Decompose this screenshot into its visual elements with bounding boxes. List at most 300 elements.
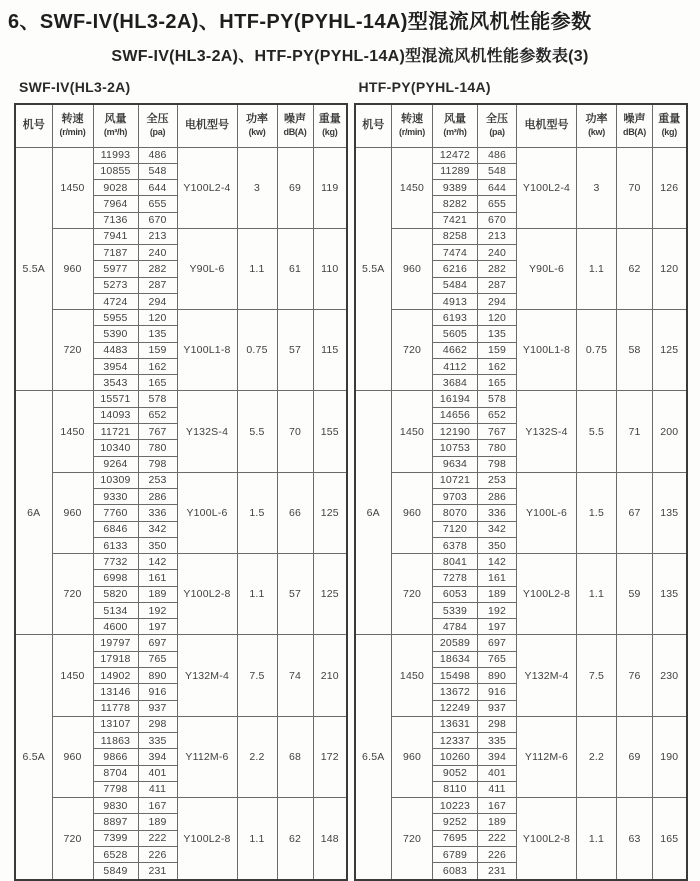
speed-cell: 720 bbox=[392, 554, 433, 635]
pressure-cell: 697 bbox=[138, 635, 177, 651]
pressure-cell: 767 bbox=[478, 424, 517, 440]
pressure-cell: 350 bbox=[138, 537, 177, 553]
pressure-cell: 135 bbox=[138, 326, 177, 342]
motor-cell: Y112M-6 bbox=[517, 716, 577, 797]
model-cell: 6.5A bbox=[355, 635, 392, 880]
speed-cell: 1450 bbox=[52, 147, 93, 228]
noise-cell: 71 bbox=[617, 391, 653, 472]
pressure-cell: 394 bbox=[478, 749, 517, 765]
airflow-cell: 17918 bbox=[93, 651, 138, 667]
airflow-cell: 5849 bbox=[93, 863, 138, 880]
swf-table-body bbox=[15, 147, 347, 880]
airflow-cell: 9830 bbox=[93, 798, 138, 814]
airflow-cell: 7136 bbox=[93, 212, 138, 228]
pressure-cell: 890 bbox=[138, 668, 177, 684]
pressure-cell: 765 bbox=[138, 651, 177, 667]
power-cell: 1.1 bbox=[237, 228, 277, 309]
airflow-cell: 14902 bbox=[93, 668, 138, 684]
power-cell: 1.1 bbox=[577, 554, 617, 635]
airflow-cell: 15498 bbox=[433, 668, 478, 684]
airflow-cell: 16194 bbox=[433, 391, 478, 407]
weight-cell: 148 bbox=[313, 798, 347, 880]
noise-cell: 59 bbox=[617, 554, 653, 635]
airflow-cell: 7760 bbox=[93, 505, 138, 521]
airflow-cell: 7474 bbox=[433, 245, 478, 261]
pressure-cell: 937 bbox=[478, 700, 517, 716]
motor-cell: Y100L1-8 bbox=[177, 310, 237, 391]
power-cell: 7.5 bbox=[237, 635, 277, 716]
weight-cell: 110 bbox=[313, 228, 347, 309]
pressure-cell: 798 bbox=[478, 456, 517, 472]
motor-cell: Y100L2-8 bbox=[177, 554, 237, 635]
pressure-cell: 350 bbox=[478, 537, 517, 553]
pressure-cell: 336 bbox=[138, 505, 177, 521]
table-row bbox=[15, 391, 347, 407]
speed-cell: 960 bbox=[392, 716, 433, 797]
model-cell: 6A bbox=[355, 391, 392, 635]
pressure-cell: 197 bbox=[478, 619, 517, 635]
pressure-cell: 222 bbox=[478, 830, 517, 846]
table-row bbox=[15, 310, 347, 326]
airflow-cell: 11289 bbox=[433, 163, 478, 179]
speed-cell: 1450 bbox=[392, 147, 433, 228]
motor-cell: Y100L2-4 bbox=[517, 147, 577, 228]
table-row bbox=[355, 391, 687, 407]
pressure-cell: 282 bbox=[478, 261, 517, 277]
noise-cell: 57 bbox=[277, 310, 313, 391]
power-cell: 3 bbox=[577, 147, 617, 228]
noise-cell: 68 bbox=[277, 716, 313, 797]
airflow-cell: 20589 bbox=[433, 635, 478, 651]
weight-cell: 135 bbox=[653, 472, 687, 553]
pressure-cell: 335 bbox=[138, 733, 177, 749]
pressure-cell: 401 bbox=[138, 765, 177, 781]
weight-cell: 115 bbox=[313, 310, 347, 391]
table-row bbox=[15, 635, 347, 651]
table-row bbox=[355, 472, 687, 488]
airflow-cell: 8897 bbox=[93, 814, 138, 830]
motor-cell: Y132M-4 bbox=[517, 635, 577, 716]
pressure-cell: 411 bbox=[478, 781, 517, 797]
airflow-cell: 4913 bbox=[433, 293, 478, 309]
noise-cell: 70 bbox=[277, 391, 313, 472]
pressure-cell: 342 bbox=[478, 521, 517, 537]
noise-cell: 62 bbox=[617, 228, 653, 309]
pressure-cell: 253 bbox=[478, 472, 517, 488]
pressure-cell: 916 bbox=[478, 684, 517, 700]
weight-cell: 126 bbox=[653, 147, 687, 228]
speed-cell: 960 bbox=[52, 472, 93, 553]
pressure-cell: 231 bbox=[478, 863, 517, 880]
weight-cell: 210 bbox=[313, 635, 347, 716]
pressure-cell: 652 bbox=[138, 407, 177, 423]
pressure-cell: 578 bbox=[138, 391, 177, 407]
page-subtitle: SWF-IV(HL3-2A)、HTF-PY(PYHL-14A)型混流风机性能参数表(3) bbox=[111, 48, 589, 65]
airflow-cell: 12472 bbox=[433, 147, 478, 163]
weight-cell: 165 bbox=[653, 798, 687, 880]
table-row bbox=[355, 798, 687, 814]
airflow-cell: 9028 bbox=[93, 180, 138, 196]
model-cell: 5.5A bbox=[355, 147, 392, 391]
weight-cell: 125 bbox=[313, 554, 347, 635]
airflow-cell: 11721 bbox=[93, 424, 138, 440]
power-cell: 7.5 bbox=[577, 635, 617, 716]
power-cell: 1.1 bbox=[237, 798, 277, 880]
pressure-cell: 298 bbox=[138, 716, 177, 732]
speed-cell: 720 bbox=[52, 554, 93, 635]
speed-cell: 960 bbox=[52, 716, 93, 797]
airflow-cell: 5390 bbox=[93, 326, 138, 342]
pressure-cell: 240 bbox=[138, 245, 177, 261]
airflow-cell: 9389 bbox=[433, 180, 478, 196]
power-cell: 0.75 bbox=[577, 310, 617, 391]
airflow-cell: 9330 bbox=[93, 489, 138, 505]
weight-cell: 200 bbox=[653, 391, 687, 472]
airflow-cell: 6789 bbox=[433, 846, 478, 862]
column-header-noise: 噪声 dB(A) bbox=[277, 104, 313, 147]
column-header-speed: 转速 (r/min) bbox=[52, 104, 93, 147]
speed-cell: 1450 bbox=[52, 391, 93, 472]
power-cell: 5.5 bbox=[577, 391, 617, 472]
tables-row bbox=[0, 66, 700, 881]
noise-cell: 63 bbox=[617, 798, 653, 880]
pressure-cell: 644 bbox=[138, 180, 177, 196]
pressure-cell: 167 bbox=[138, 798, 177, 814]
airflow-cell: 8070 bbox=[433, 505, 478, 521]
pressure-cell: 411 bbox=[138, 781, 177, 797]
airflow-cell: 5484 bbox=[433, 277, 478, 293]
pressure-cell: 189 bbox=[478, 814, 517, 830]
pressure-cell: 767 bbox=[138, 424, 177, 440]
pressure-cell: 135 bbox=[478, 326, 517, 342]
airflow-cell: 5955 bbox=[93, 310, 138, 326]
pressure-cell: 192 bbox=[478, 602, 517, 618]
airflow-cell: 7187 bbox=[93, 245, 138, 261]
power-cell: 2.2 bbox=[577, 716, 617, 797]
htf-table-body bbox=[355, 147, 687, 880]
pressure-cell: 401 bbox=[478, 765, 517, 781]
pressure-cell: 336 bbox=[478, 505, 517, 521]
table-label-htf: HTF-PY(PYHL-14A) bbox=[358, 79, 491, 95]
airflow-cell: 5820 bbox=[93, 586, 138, 602]
column-header-airflow: 风量 (m³/h) bbox=[93, 104, 138, 147]
airflow-cell: 10753 bbox=[433, 440, 478, 456]
table-row bbox=[15, 798, 347, 814]
noise-cell: 69 bbox=[277, 147, 313, 228]
table-block-htf bbox=[354, 66, 687, 881]
pressure-cell: 189 bbox=[138, 814, 177, 830]
airflow-cell: 12190 bbox=[433, 424, 478, 440]
column-header-speed: 转速 (r/min) bbox=[392, 104, 433, 147]
motor-cell: Y100L-6 bbox=[517, 472, 577, 553]
pressure-cell: 670 bbox=[138, 212, 177, 228]
table-row bbox=[355, 635, 687, 651]
airflow-cell: 6846 bbox=[93, 521, 138, 537]
noise-cell: 66 bbox=[277, 472, 313, 553]
table-row bbox=[355, 716, 687, 732]
airflow-cell: 12249 bbox=[433, 700, 478, 716]
model-cell: 5.5A bbox=[15, 147, 52, 391]
airflow-cell: 13672 bbox=[433, 684, 478, 700]
airflow-cell: 11863 bbox=[93, 733, 138, 749]
pressure-cell: 916 bbox=[138, 684, 177, 700]
table-row bbox=[15, 147, 347, 163]
speed-cell: 1450 bbox=[52, 635, 93, 716]
pressure-cell: 165 bbox=[478, 375, 517, 391]
table-row bbox=[355, 554, 687, 570]
airflow-cell: 7695 bbox=[433, 830, 478, 846]
airflow-cell: 14093 bbox=[93, 407, 138, 423]
speed-cell: 1450 bbox=[392, 635, 433, 716]
htf-performance-table bbox=[354, 103, 688, 881]
airflow-cell: 7941 bbox=[93, 228, 138, 244]
airflow-cell: 10309 bbox=[93, 472, 138, 488]
airflow-cell: 11993 bbox=[93, 147, 138, 163]
table-label-swf: SWF-IV(HL3-2A) bbox=[19, 79, 131, 95]
pressure-cell: 120 bbox=[478, 310, 517, 326]
pressure-cell: 780 bbox=[478, 440, 517, 456]
noise-cell: 58 bbox=[617, 310, 653, 391]
weight-cell: 230 bbox=[653, 635, 687, 716]
motor-cell: Y132S-4 bbox=[177, 391, 237, 472]
column-header-motor: 电机型号 bbox=[517, 104, 577, 147]
airflow-cell: 18634 bbox=[433, 651, 478, 667]
airflow-cell: 6083 bbox=[433, 863, 478, 880]
pressure-cell: 226 bbox=[478, 846, 517, 862]
airflow-cell: 10223 bbox=[433, 798, 478, 814]
power-cell: 2.2 bbox=[237, 716, 277, 797]
airflow-cell: 7278 bbox=[433, 570, 478, 586]
pressure-cell: 231 bbox=[138, 863, 177, 880]
airflow-cell: 7964 bbox=[93, 196, 138, 212]
column-header-weight: 重量 (kg) bbox=[313, 104, 347, 147]
airflow-cell: 15571 bbox=[93, 391, 138, 407]
column-header-pressure: 全压 (pa) bbox=[478, 104, 517, 147]
pressure-cell: 486 bbox=[138, 147, 177, 163]
airflow-cell: 11778 bbox=[93, 700, 138, 716]
weight-cell: 125 bbox=[653, 310, 687, 391]
pressure-cell: 226 bbox=[138, 846, 177, 862]
weight-cell: 119 bbox=[313, 147, 347, 228]
airflow-cell: 5273 bbox=[93, 277, 138, 293]
pressure-cell: 161 bbox=[478, 570, 517, 586]
pressure-cell: 286 bbox=[138, 489, 177, 505]
pressure-cell: 890 bbox=[478, 668, 517, 684]
column-header-model: 机号 bbox=[15, 104, 52, 147]
pressure-cell: 162 bbox=[478, 358, 517, 374]
weight-cell: 135 bbox=[653, 554, 687, 635]
pressure-cell: 798 bbox=[138, 456, 177, 472]
pressure-cell: 120 bbox=[138, 310, 177, 326]
noise-cell: 70 bbox=[617, 147, 653, 228]
airflow-cell: 4600 bbox=[93, 619, 138, 635]
motor-cell: Y100L2-8 bbox=[517, 554, 577, 635]
table-row bbox=[355, 228, 687, 244]
pressure-cell: 167 bbox=[478, 798, 517, 814]
pressure-cell: 189 bbox=[138, 586, 177, 602]
airflow-cell: 4784 bbox=[433, 619, 478, 635]
airflow-cell: 6053 bbox=[433, 586, 478, 602]
airflow-cell: 5977 bbox=[93, 261, 138, 277]
pressure-cell: 197 bbox=[138, 619, 177, 635]
airflow-cell: 10340 bbox=[93, 440, 138, 456]
column-header-model: 机号 bbox=[355, 104, 392, 147]
pressure-cell: 670 bbox=[478, 212, 517, 228]
airflow-cell: 10260 bbox=[433, 749, 478, 765]
pressure-cell: 294 bbox=[138, 293, 177, 309]
airflow-cell: 8110 bbox=[433, 781, 478, 797]
motor-cell: Y100L2-8 bbox=[517, 798, 577, 880]
airflow-cell: 7421 bbox=[433, 212, 478, 228]
airflow-cell: 9052 bbox=[433, 765, 478, 781]
pressure-cell: 282 bbox=[138, 261, 177, 277]
pressure-cell: 298 bbox=[478, 716, 517, 732]
power-cell: 1.1 bbox=[577, 228, 617, 309]
airflow-cell: 4112 bbox=[433, 358, 478, 374]
motor-cell: Y100L-6 bbox=[177, 472, 237, 553]
airflow-cell: 4724 bbox=[93, 293, 138, 309]
pressure-cell: 192 bbox=[138, 602, 177, 618]
power-cell: 1.1 bbox=[237, 554, 277, 635]
airflow-cell: 7120 bbox=[433, 521, 478, 537]
pressure-cell: 165 bbox=[138, 375, 177, 391]
pressure-cell: 294 bbox=[478, 293, 517, 309]
power-cell: 1.5 bbox=[237, 472, 277, 553]
airflow-cell: 3954 bbox=[93, 358, 138, 374]
speed-cell: 720 bbox=[52, 310, 93, 391]
airflow-cell: 13146 bbox=[93, 684, 138, 700]
airflow-cell: 10721 bbox=[433, 472, 478, 488]
pressure-cell: 937 bbox=[138, 700, 177, 716]
airflow-cell: 13107 bbox=[93, 716, 138, 732]
pressure-cell: 161 bbox=[138, 570, 177, 586]
column-header-pressure: 全压 (pa) bbox=[138, 104, 177, 147]
pressure-cell: 162 bbox=[138, 358, 177, 374]
column-header-power: 功率 (kw) bbox=[577, 104, 617, 147]
pressure-cell: 652 bbox=[478, 407, 517, 423]
header-row bbox=[15, 104, 347, 147]
table-row bbox=[15, 228, 347, 244]
noise-cell: 67 bbox=[617, 472, 653, 553]
power-cell: 1.5 bbox=[577, 472, 617, 553]
power-cell: 3 bbox=[237, 147, 277, 228]
airflow-cell: 6193 bbox=[433, 310, 478, 326]
speed-cell: 960 bbox=[52, 228, 93, 309]
model-cell: 6A bbox=[15, 391, 52, 635]
table-row bbox=[15, 554, 347, 570]
pressure-cell: 655 bbox=[138, 196, 177, 212]
model-cell: 6.5A bbox=[15, 635, 52, 880]
weight-cell: 120 bbox=[653, 228, 687, 309]
airflow-cell: 6378 bbox=[433, 537, 478, 553]
airflow-cell: 10855 bbox=[93, 163, 138, 179]
airflow-cell: 8041 bbox=[433, 554, 478, 570]
speed-cell: 960 bbox=[392, 472, 433, 553]
motor-cell: Y100L1-8 bbox=[517, 310, 577, 391]
page-title: 6、SWF-IV(HL3-2A)、HTF-PY(PYHL-14A)型混流风机性能参数 bbox=[8, 11, 592, 33]
swf-performance-table bbox=[14, 103, 348, 881]
pressure-cell: 644 bbox=[478, 180, 517, 196]
motor-cell: Y132S-4 bbox=[517, 391, 577, 472]
weight-cell: 190 bbox=[653, 716, 687, 797]
power-cell: 0.75 bbox=[237, 310, 277, 391]
pressure-cell: 240 bbox=[478, 245, 517, 261]
column-header-noise: 噪声 dB(A) bbox=[617, 104, 653, 147]
pressure-cell: 287 bbox=[138, 277, 177, 293]
pressure-cell: 213 bbox=[138, 228, 177, 244]
pressure-cell: 286 bbox=[478, 489, 517, 505]
airflow-cell: 13631 bbox=[433, 716, 478, 732]
power-cell: 1.1 bbox=[577, 798, 617, 880]
speed-cell: 720 bbox=[392, 798, 433, 880]
airflow-cell: 5605 bbox=[433, 326, 478, 342]
airflow-cell: 4662 bbox=[433, 342, 478, 358]
pressure-cell: 159 bbox=[138, 342, 177, 358]
airflow-cell: 12337 bbox=[433, 733, 478, 749]
table-block-swf bbox=[14, 66, 347, 881]
speed-cell: 960 bbox=[392, 228, 433, 309]
airflow-cell: 9252 bbox=[433, 814, 478, 830]
airflow-cell: 6998 bbox=[93, 570, 138, 586]
motor-cell: Y100L2-4 bbox=[177, 147, 237, 228]
table-row bbox=[15, 472, 347, 488]
pressure-cell: 335 bbox=[478, 733, 517, 749]
noise-cell: 62 bbox=[277, 798, 313, 880]
column-header-motor: 电机型号 bbox=[177, 104, 237, 147]
table-row bbox=[355, 147, 687, 163]
noise-cell: 57 bbox=[277, 554, 313, 635]
pressure-cell: 287 bbox=[478, 277, 517, 293]
airflow-cell: 14656 bbox=[433, 407, 478, 423]
weight-cell: 172 bbox=[313, 716, 347, 797]
airflow-cell: 8258 bbox=[433, 228, 478, 244]
airflow-cell: 9866 bbox=[93, 749, 138, 765]
speed-cell: 720 bbox=[392, 310, 433, 391]
airflow-cell: 7732 bbox=[93, 554, 138, 570]
speed-cell: 1450 bbox=[392, 391, 433, 472]
table-row bbox=[355, 310, 687, 326]
pressure-cell: 548 bbox=[478, 163, 517, 179]
header-row bbox=[355, 104, 687, 147]
airflow-cell: 7798 bbox=[93, 781, 138, 797]
airflow-cell: 5134 bbox=[93, 602, 138, 618]
airflow-cell: 19797 bbox=[93, 635, 138, 651]
noise-cell: 76 bbox=[617, 635, 653, 716]
airflow-cell: 9703 bbox=[433, 489, 478, 505]
pressure-cell: 189 bbox=[478, 586, 517, 602]
pressure-cell: 780 bbox=[138, 440, 177, 456]
airflow-cell: 6216 bbox=[433, 261, 478, 277]
pressure-cell: 222 bbox=[138, 830, 177, 846]
column-header-weight: 重量 (kg) bbox=[653, 104, 687, 147]
motor-cell: Y90L-6 bbox=[177, 228, 237, 309]
motor-cell: Y112M-6 bbox=[177, 716, 237, 797]
airflow-cell: 3543 bbox=[93, 375, 138, 391]
pressure-cell: 697 bbox=[478, 635, 517, 651]
airflow-cell: 6528 bbox=[93, 846, 138, 862]
pressure-cell: 655 bbox=[478, 196, 517, 212]
pressure-cell: 142 bbox=[138, 554, 177, 570]
airflow-cell: 6133 bbox=[93, 537, 138, 553]
motor-cell: Y90L-6 bbox=[517, 228, 577, 309]
airflow-cell: 9634 bbox=[433, 456, 478, 472]
power-cell: 5.5 bbox=[237, 391, 277, 472]
noise-cell: 69 bbox=[617, 716, 653, 797]
column-header-power: 功率 (kw) bbox=[237, 104, 277, 147]
weight-cell: 155 bbox=[313, 391, 347, 472]
pressure-cell: 486 bbox=[478, 147, 517, 163]
airflow-cell: 8282 bbox=[433, 196, 478, 212]
